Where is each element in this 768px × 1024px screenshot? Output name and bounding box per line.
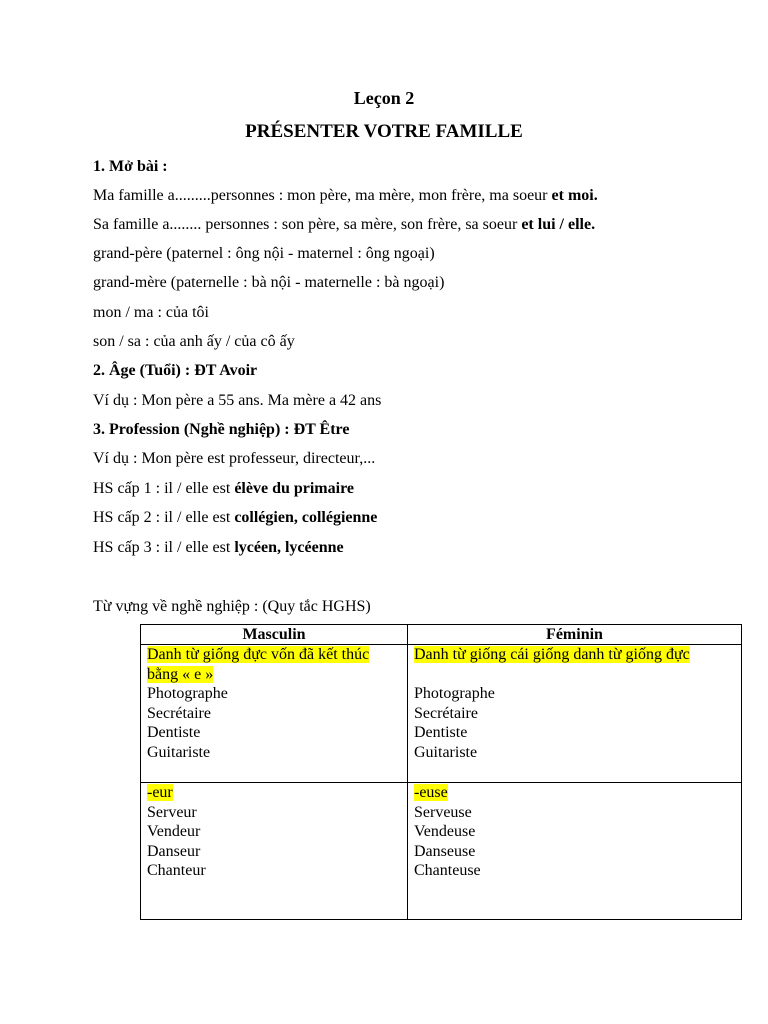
bold-text: 3. Profession (Nghề nghiệp) : ĐT Être xyxy=(93,421,350,438)
profession-word: Vendeuse xyxy=(414,823,476,840)
profession-word: Serveuse xyxy=(414,803,472,821)
spacer-line xyxy=(414,665,735,685)
highlighted-rule: -euse xyxy=(414,784,448,801)
table-cell xyxy=(141,645,408,783)
text-line xyxy=(93,596,371,618)
profession-word: Guitariste xyxy=(147,743,211,761)
text-line xyxy=(93,360,257,382)
profession-word: Chanteuse xyxy=(414,862,481,879)
profession-word: Guitariste xyxy=(414,743,478,761)
lesson-heading: Leçon 2 xyxy=(353,88,415,108)
text-line xyxy=(93,302,209,324)
header-feminin: Féminin xyxy=(408,625,742,645)
table-header-row xyxy=(141,625,742,645)
text-line xyxy=(93,331,295,353)
text-run: Ví dụ : Mon père est professeur, directeur,... xyxy=(93,450,376,467)
text-line xyxy=(93,272,444,294)
text-run: grand-père (paternel : ông nội - maternel : ông ngoại) xyxy=(93,245,435,262)
text-line xyxy=(93,390,381,412)
profession-word: Photographe xyxy=(147,685,228,702)
text-run: HS cấp 2 : il / elle est xyxy=(93,509,235,526)
text-line xyxy=(93,243,435,265)
text-line xyxy=(93,448,375,470)
text-line xyxy=(93,478,354,500)
highlighted-rule: Danh từ giống cái giống danh từ giống đực xyxy=(414,646,690,663)
profession-word: Vendeur xyxy=(147,823,201,840)
text-line xyxy=(93,507,377,529)
text-run: Sa famille a........ personnes : son père, sa mère, son frère, sa soeur xyxy=(93,216,522,233)
profession-word: Dentiste xyxy=(147,724,201,741)
bold-text: et lui / elle. xyxy=(521,216,596,233)
profession-word: Secrétaire xyxy=(147,704,211,722)
text-line xyxy=(93,537,344,559)
profession-word: Danseuse xyxy=(414,842,476,860)
page-title: PRÉSENTER VOTRE FAMILLE xyxy=(245,121,523,142)
profession-word: Secrétaire xyxy=(414,704,478,722)
bold-text: collégien, collégienne xyxy=(234,509,378,526)
text-run: HS cấp 3 : il / elle est xyxy=(93,539,235,556)
highlighted-rule: Danh từ giống đực vốn đã kết thúc bằng « e » xyxy=(147,646,370,683)
text-run: Từ vựng về nghề nghiệp : (Quy tắc HGHS) xyxy=(93,598,371,615)
text-run: son / sa : của anh ấy / của cô ấy xyxy=(93,333,295,350)
text-run: Ví dụ : Mon père a 55 ans. Ma mère a 42 ans xyxy=(93,392,382,409)
profession-word: Serveur xyxy=(147,803,197,821)
vocabulary-table xyxy=(140,624,742,920)
header-masculin: Masculin xyxy=(141,625,408,645)
text-run: mon / ma : của tôi xyxy=(93,304,209,321)
bold-text: 1. Mở bài : xyxy=(93,158,168,175)
text-line xyxy=(93,156,168,178)
table-cell xyxy=(408,783,742,920)
text-run: HS cấp 1 : il / elle est xyxy=(93,480,235,497)
profession-word: Chanteur xyxy=(147,862,206,879)
bold-text: 2. Âge (Tuổi) : ĐT Avoir xyxy=(93,362,258,379)
profession-word: Photographe xyxy=(414,685,495,702)
text-run: Ma famille a.........personnes : mon père, ma mère, mon frère, ma soeur xyxy=(93,187,552,204)
bold-text: et moi. xyxy=(551,187,598,204)
text-line xyxy=(93,214,595,236)
table-row xyxy=(141,783,742,920)
text-line xyxy=(93,185,598,207)
highlighted-rule: -eur xyxy=(147,784,173,801)
profession-word: Dentiste xyxy=(414,724,468,741)
text-line xyxy=(93,419,349,441)
text-run: grand-mère (paternelle : bà nội - maternelle : bà ngoại) xyxy=(93,274,445,291)
bold-text: élève du primaire xyxy=(234,480,354,497)
bold-text: lycéen, lycéenne xyxy=(234,539,344,556)
profession-word: Danseur xyxy=(147,842,201,860)
table-cell xyxy=(141,783,408,920)
table-row xyxy=(141,645,742,783)
table-cell xyxy=(408,645,742,783)
